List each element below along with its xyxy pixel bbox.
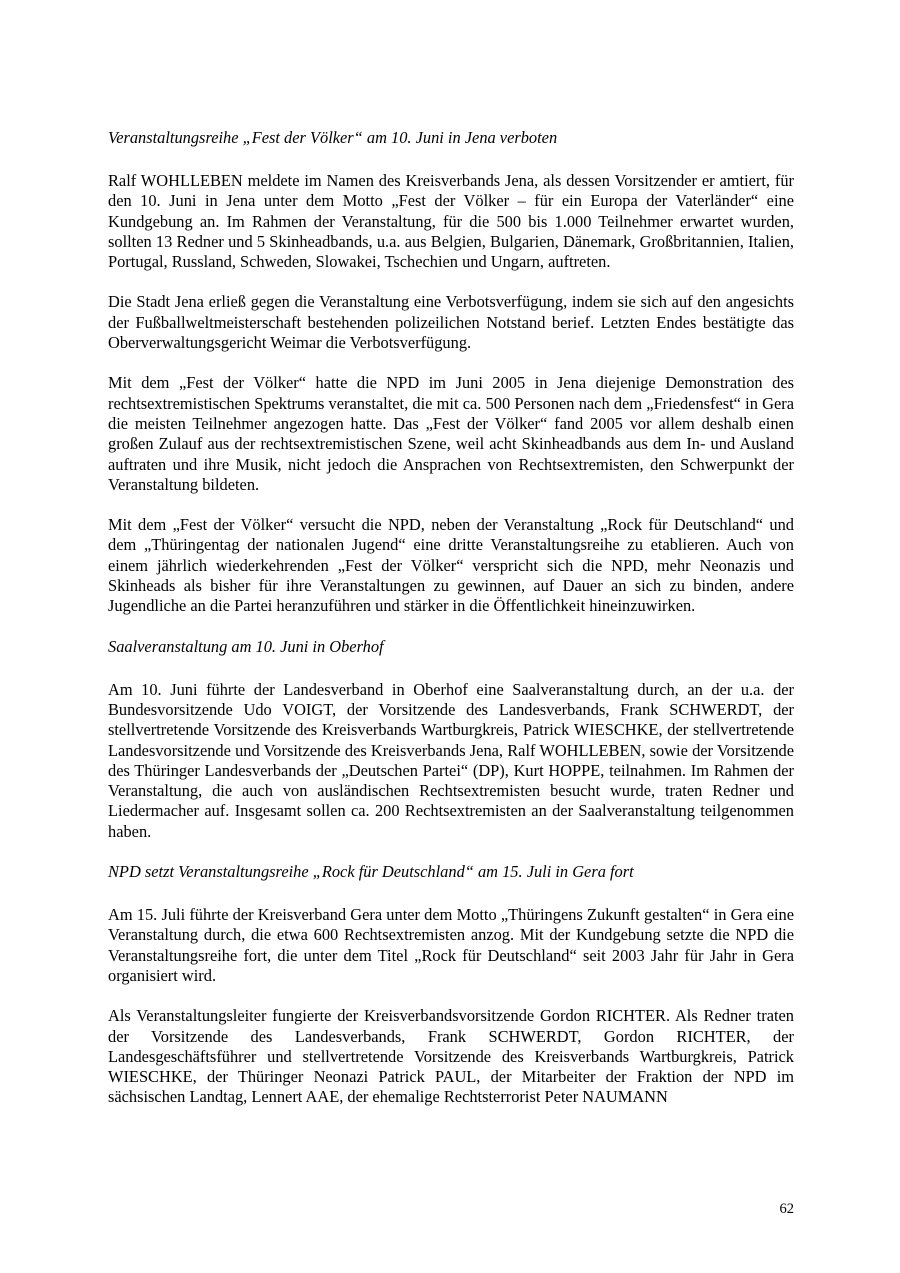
section-heading-saalveranstaltung: Saalveranstaltung am 10. Juni in Oberhof [108,636,384,656]
paragraph: Am 15. Juli führte der Kreisverband Gera unter dem Motto „Thüringens Zukunft gestalten“ in Gera eine Veranstaltung durch, die etwa 600 Rechtsextremisten anzog. Mit der Kundgebung setzte die NPD die Veranstaltungsreihe fort, die unter dem Titel „Rock für Deutschland“ seit 2003 Jahr für Jahr in Gera organisiert wird. [108,905,794,985]
section-heading-fest-der-voelker: Veranstaltungsreihe „Fest der Völker“ am 10. Juni in Jena verboten [108,128,558,147]
page-number: 62 [779,1201,794,1217]
page-content [108,128,794,1108]
paragraph: Am 10. Juni führte der Landesverband in Oberhof eine Saalveranstaltung durch, an der u.a. der Bundesvorsitzende Udo VOIGT, der Vorsitzende des Landesverbands, Frank SCHWERDT, der stellvertretende Vorsitzende des Kreisverbands Wartburgkreis, Patrick WIESCHKE, der stellvertretende Landesvorsitzende und Vorsitzende des Kreisverbands Jena, Ralf WOHLLEBEN, sowie der Vorsitzende des Thüringer Landesverbands der „Deutschen Partei“ (DP), Kurt HOPPE, teilnahmen. Im Rahmen der Veranstaltung, die auch von ausländischen Rechtsextremisten besucht wurde, traten Redner und Liedermacher auf. Insgesamt sollen ca. 200 Rechtsextremisten an der Saalveranstaltung teilgenommen haben. [108,679,794,841]
paragraph: Mit dem „Fest der Völker“ versucht die NPD, neben der Veranstaltung „Rock für Deutschland“ und dem „Thüringentag der nationalen Jugend“ eine dritte Veranstaltungsreihe zu etablieren. Auch von einem jährlich wiederkehrenden „Fest der Völker“ verspricht sich die NPD, mehr Neonazis und Skinheads als bisher für ihre Veranstaltungen zu gewinnen, auf Dauer an sich zu binden, andere Jugendliche an die Partei heranzuführen und stärker in die Öffentlichkeit hineinzuwirken. [108,515,794,616]
paragraph: Mit dem „Fest der Völker“ hatte die NPD im Juni 2005 in Jena diejenige Demonstration des rechtsextremistischen Spektrums veranstaltet, die mit ca. 500 Personen nach dem „Friedensfest“ in Gera die meisten Teilnehmer angezogen hatte. Das „Fest der Völker“ fand 2005 vor allem deshalb einen großen Zulauf aus der rechtsextremistischen Szene, weil acht Skinheadbands aus dem In- und Ausland auftraten und ihre Musik, nicht jedoch die Ansprachen von Rechtsextremisten, den Schwerpunkt der Veranstaltung bildeten. [108,373,794,494]
paragraph: Als Veranstaltungsleiter fungierte der Kreisverbandsvorsitzende Gordon RICHTER. Als Redner traten der Vorsitzende des Landesverbands, Frank SCHWERDT, Gordon RICHTER, der Landesgeschäftsführer und stellvertretende Vorsitzende des Kreisverbands Wartburgkreis, Patrick WIESCHKE, der Thüringer Neonazi Patrick PAUL, der Mitarbeiter der Fraktion der NPD im sächsischen Landtag, Lennert AAE, der ehemalige Rechtsterrorist Peter NAUMANN [108,1006,794,1107]
section-heading-rock-fuer-deutschland: NPD setzt Veranstaltungsreihe „Rock für Deutschland“ am 15. Juli in Gera fort [108,862,634,882]
paragraph: Ralf WOHLLEBEN meldete im Namen des Kreisverbands Jena, als dessen Vorsitzender er amtiert, für den 10. Juni in Jena unter dem Motto „Fest der Völker – für ein Europa der Vaterländer“ eine Kundgebung an. Im Rahmen der Veranstaltung, für die 500 bis 1.000 Teilnehmer erwartet wurden, sollten 13 Redner und 5 Skinheadbands, u.a. aus Belgien, Bulgarien, Dänemark, Großbritannien, Italien, Portugal, Russland, Schweden, Slowakei, Tschechien und Ungarn, auftreten. [108,171,794,272]
paragraph: Die Stadt Jena erließ gegen die Veranstaltung eine Verbotsverfügung, indem sie sich auf den angesichts der Fußballweltmeisterschaft bestehenden polizeilichen Notstand berief. Letzten Endes bestätigte das Oberverwaltungsgericht Weimar die Verbotsverfügung. [108,292,794,353]
